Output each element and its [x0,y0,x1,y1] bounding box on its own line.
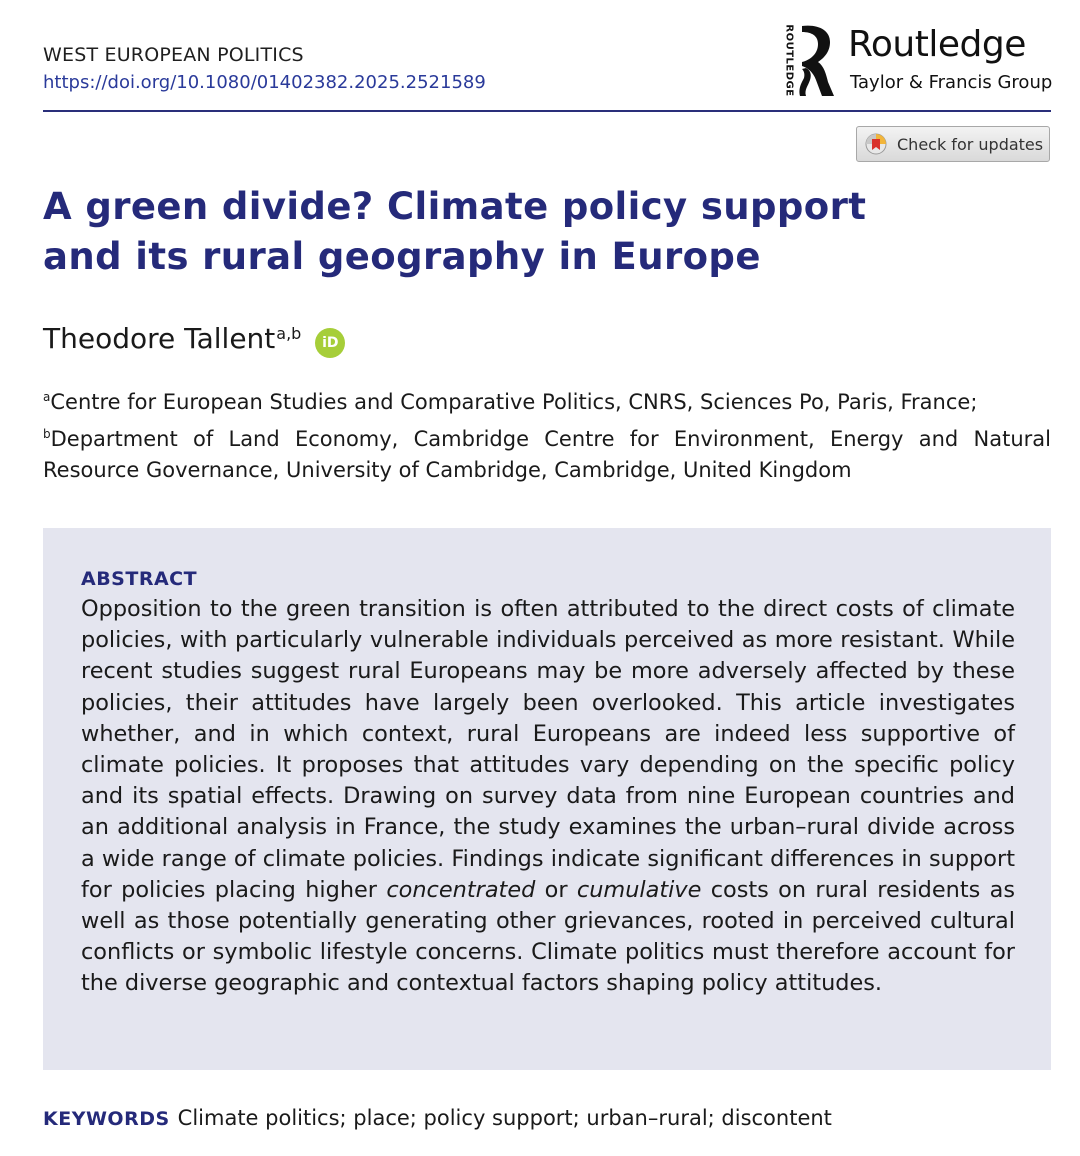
affiliations [43,382,1051,487]
header-divider [43,110,1051,112]
keywords-line [43,1106,832,1130]
article-title: A green divide? Climate policy support and its rural geography in Europe [43,185,867,278]
check-for-updates-button[interactable] [856,126,1050,162]
check-for-updates-icon [865,133,887,155]
author-line [43,322,345,358]
routledge-logo-icon [796,22,838,100]
check-for-updates-label: Check for updates [897,134,1044,154]
affiliation-b: $^b$Department of Land Economy, Cambridge Centre for Environment, Energy and Natural Resource Governance, University of Cambridge, Cambridge, United Kingdom [43,426,1051,482]
orcid-icon[interactable]: iD [315,328,345,358]
abstract-box [43,528,1051,1070]
publisher-block[interactable] [782,22,1062,102]
publisher-vertical-label: ROUTLEDGE [783,24,795,97]
author-affiliation-marks: a,b [276,324,302,343]
abstract-heading: ABSTRACT [81,568,198,590]
publisher-name: Routledge [848,24,1026,65]
affiliation-a: $^a$Centre for European Studies and Comparative Politics, CNRS, Sciences Po, Paris, France; [43,390,978,414]
author-name[interactable]: Theodore Tallent [43,322,276,355]
doi-link[interactable]: https://doi.org/10.1080/01402382.2025.2521589 [43,72,486,93]
abstract-text: Opposition to the green transition is often attributed to the direct costs of climate policies, with particularly vulnerable individuals perceived as more resistant. While recent studies suggest rural Europeans may be more adversely affected by these policies, their attitudes have largely been overlooked. This article investigates whether, and in which context, rural Europeans are indeed less supportive of climate policies. It proposes that attitudes vary depending on the specific policy and its spatial effects. Drawing on survey data from nine European countries and an additional analysis in France, the study examines the urban–rural divide across a wide range of climate policies. Findings indicate significant differences in support for policies placing higher concentrated or cumulative costs on rural residents as well as those potentially generating other grievances, rooted in perceived cultural conflicts or symbolic lifestyle concerns. Climate politics must therefore account for the diverse geographic and contextual factors shaping policy attitudes. [81,596,1016,997]
keywords-text: Climate politics; place; policy support; urban–rural; discontent [177,1106,832,1130]
journal-name: WEST EUROPEAN POLITICS [43,44,304,66]
keywords-label: KEYWORDS [43,1108,170,1130]
publisher-group: Taylor & Francis Group [850,72,1053,93]
